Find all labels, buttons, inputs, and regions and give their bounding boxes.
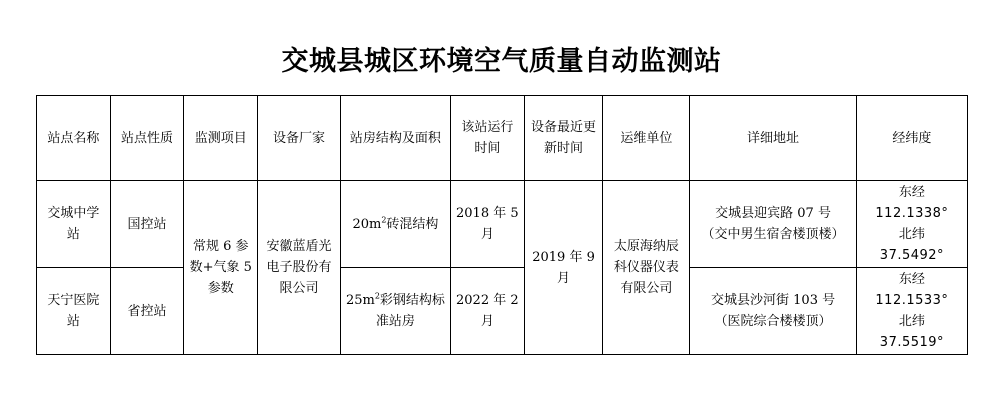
structure-type: 彩钢结构标准站房 [375,293,445,329]
header-coordinates: 经纬度 [856,96,967,181]
station-type: 国控站 [110,181,184,268]
header-station-name: 站点名称 [37,96,111,181]
page-title: 交城县城区环境空气质量自动监测站 [281,46,722,77]
structure-area [340,181,450,268]
operation-time: 2022 年 2 月 [450,268,524,355]
operator: 太原海纳辰科仪器仪表有限公司 [603,181,690,355]
table-row [37,181,968,268]
coordinates [856,268,967,355]
manufacturer: 安徽蓝盾光电子股份有限公司 [258,181,341,355]
latitude-value: 37.5492° [879,248,945,263]
latitude-value: 37.5519° [879,335,945,350]
header-address: 详细地址 [690,96,857,181]
longitude-value: 112.1338° [875,206,949,221]
area-superscript: 2 [374,291,380,301]
station-table [36,95,968,355]
header-operation-time: 该站运行时间 [450,96,524,181]
table-row [37,268,968,355]
header-row [37,96,968,181]
coordinates [856,181,967,268]
structure-area [340,268,450,355]
address-line2: （交中男生宿舍楼顶楼） [701,227,845,242]
latitude-label: 北纬 [898,314,925,329]
address [690,268,857,355]
address-line2: （医院综合楼楼顶） [714,314,832,329]
area-superscript: 2 [381,215,387,225]
header-monitoring-items: 监测项目 [184,96,258,181]
longitude-label: 东经 [898,185,925,200]
longitude-label: 东经 [898,272,925,287]
station-name: 交城中学站 [37,181,111,268]
station-name: 天宁医院站 [37,268,111,355]
structure-type: 砖混结构 [386,216,439,232]
address-line1: 交城县沙河街 103 号 [711,293,836,308]
address-line1: 交城县迎宾路 07 号 [715,206,831,221]
header-manufacturer: 设备厂家 [258,96,341,181]
area-value: 25m [345,293,375,308]
operation-time: 2018 年 5 月 [450,181,524,268]
latitude-label: 北纬 [898,227,925,242]
address [690,181,857,268]
header-station-type: 站点性质 [110,96,184,181]
monitoring-items: 常规 6 参数+气象 5 参数 [184,181,258,355]
header-structure-area: 站房结构及面积 [340,96,450,181]
area-value: 20m [352,216,382,232]
equipment-update-time: 2019 年 9 月 [524,181,603,355]
header-operator: 运维单位 [603,96,690,181]
header-equipment-update-time: 设备最近更新时间 [524,96,603,181]
longitude-value: 112.1533° [875,293,949,308]
station-type: 省控站 [110,268,184,355]
